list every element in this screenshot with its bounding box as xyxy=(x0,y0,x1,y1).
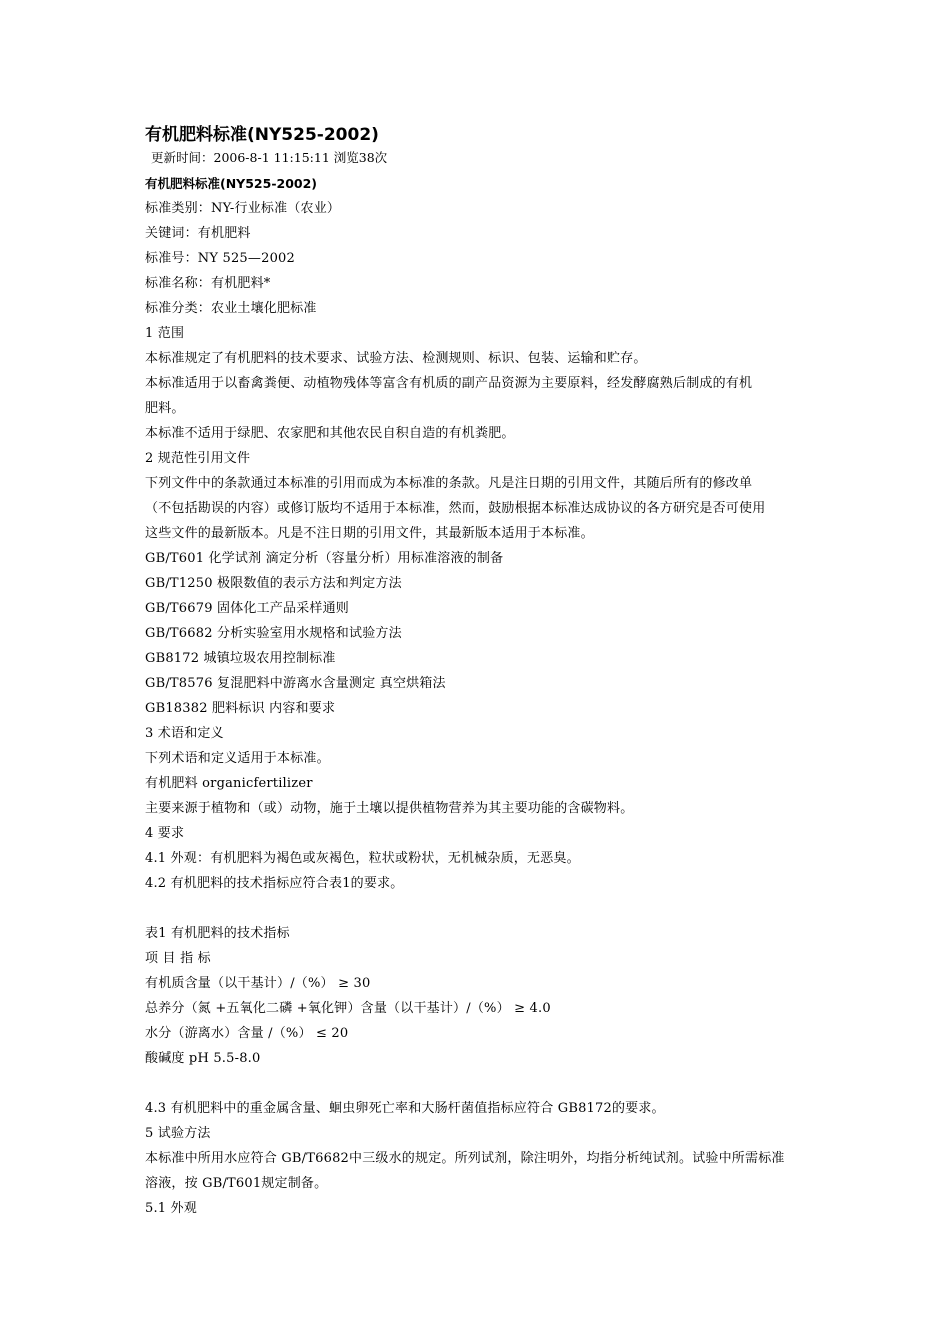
text-line: 有机肥料 organicfertilizer xyxy=(145,776,313,791)
text-line: 3 术语和定义 xyxy=(145,726,224,741)
text-line: 总养分（氮 +五氧化二磷 +氧化钾）含量（以干基计）/（%） ≥ 4.0 xyxy=(145,1001,551,1016)
text-line: 标准类别：NY-行业标准（农业） xyxy=(145,201,341,216)
text-line: GB8172 城镇垃圾农用控制标准 xyxy=(145,651,336,666)
text-line: 本标准适用于以畜禽粪便、动植物残体等富含有机质的副产品资源为主要原料，经发酵腐熟后制成的有机 xyxy=(145,376,753,391)
text-line: 表1 有机肥料的技术指标 xyxy=(145,926,290,941)
text-line: 水分（游离水）含量 /（%） ≤ 20 xyxy=(145,1026,349,1041)
text-line: GB/T1250 极限数值的表示方法和判定方法 xyxy=(145,576,402,591)
text-line: 这些文件的最新版本。凡是不注日期的引用文件，其最新版本适用于本标准。 xyxy=(145,526,594,541)
text-line: 主要来源于植物和（或）动物，施于土壤以提供植物营养为其主要功能的含碳物料。 xyxy=(145,801,634,816)
text-line: 2 规范性引用文件 xyxy=(145,451,251,466)
text-line: 4.1 外观：有机肥料为褐色或灰褐色，粒状或粉状，无机械杂质，无恶臭。 xyxy=(145,851,580,866)
standard-heading: 有机肥料标准(NY525-2002) xyxy=(145,176,318,191)
text-line: 肥料。 xyxy=(145,401,185,416)
text-line: 下列术语和定义适用于本标准。 xyxy=(145,751,330,766)
blank-line xyxy=(145,896,810,921)
text-line: 本标准规定了有机肥料的技术要求、试验方法、检测规则、标识、包装、运输和贮存。 xyxy=(145,351,647,366)
text-line: 酸碱度 pH 5.5-8.0 xyxy=(145,1051,261,1066)
text-line: 标准名称：有机肥料* xyxy=(145,276,271,291)
text-line: 标准号：NY 525—2002 xyxy=(145,251,295,266)
text-line: 下列文件中的条款通过本标准的引用而成为本标准的条款。凡是注日期的引用文件，其随后所有的修改单 xyxy=(145,476,753,491)
text-line: 1 范围 xyxy=(145,326,185,341)
text-line: 本标准不适用于绿肥、农家肥和其他农民自积自造的有机粪肥。 xyxy=(145,426,515,441)
text-line: 标准分类：农业土壤化肥标准 xyxy=(145,301,317,316)
text-line: GB/T8576 复混肥料中游离水含量测定 真空烘箱法 xyxy=(145,676,446,691)
text-line: 项 目 指 标 xyxy=(145,951,211,966)
update-meta: 更新时间：2006-8-1 11:15:11 浏览38次 xyxy=(151,150,388,165)
document-page xyxy=(145,122,810,1221)
text-line: 5.1 外观 xyxy=(145,1201,198,1216)
text-line: GB18382 肥料标识 内容和要求 xyxy=(145,701,336,716)
text-line: 5 试验方法 xyxy=(145,1126,211,1141)
text-line: GB/T601 化学试剂 滴定分析（容量分析）用标准溶液的制备 xyxy=(145,551,504,566)
text-line: 4.3 有机肥料中的重金属含量、蛔虫卵死亡率和大肠杆菌值指标应符合 GB8172的要求。 xyxy=(145,1101,665,1116)
page-title: 有机肥料标准(NY525-2002) xyxy=(145,125,379,145)
document-body xyxy=(145,196,810,1221)
text-line: 有机质含量（以干基计）/（%） ≥ 30 xyxy=(145,976,371,991)
text-line: 4 要求 xyxy=(145,826,185,841)
text-line: GB/T6679 固体化工产品采样通则 xyxy=(145,601,350,616)
text-line: （不包括勘误的内容）或修订版均不适用于本标准，然而，鼓励根据本标准达成协议的各方研究是否可使用 xyxy=(145,501,766,516)
text-line: 溶液，按 GB/T601规定制备。 xyxy=(145,1176,328,1191)
text-line: 本标准中所用水应符合 GB/T6682中三级水的规定。所列试剂，除注明外，均指分析纯试剂。试验中所需标准 xyxy=(145,1151,785,1166)
text-line: 关键词：有机肥料 xyxy=(145,226,251,241)
blank-line xyxy=(145,1071,810,1096)
text-line: GB/T6682 分析实验室用水规格和试验方法 xyxy=(145,626,402,641)
text-line: 4.2 有机肥料的技术指标应符合表1的要求。 xyxy=(145,876,404,891)
